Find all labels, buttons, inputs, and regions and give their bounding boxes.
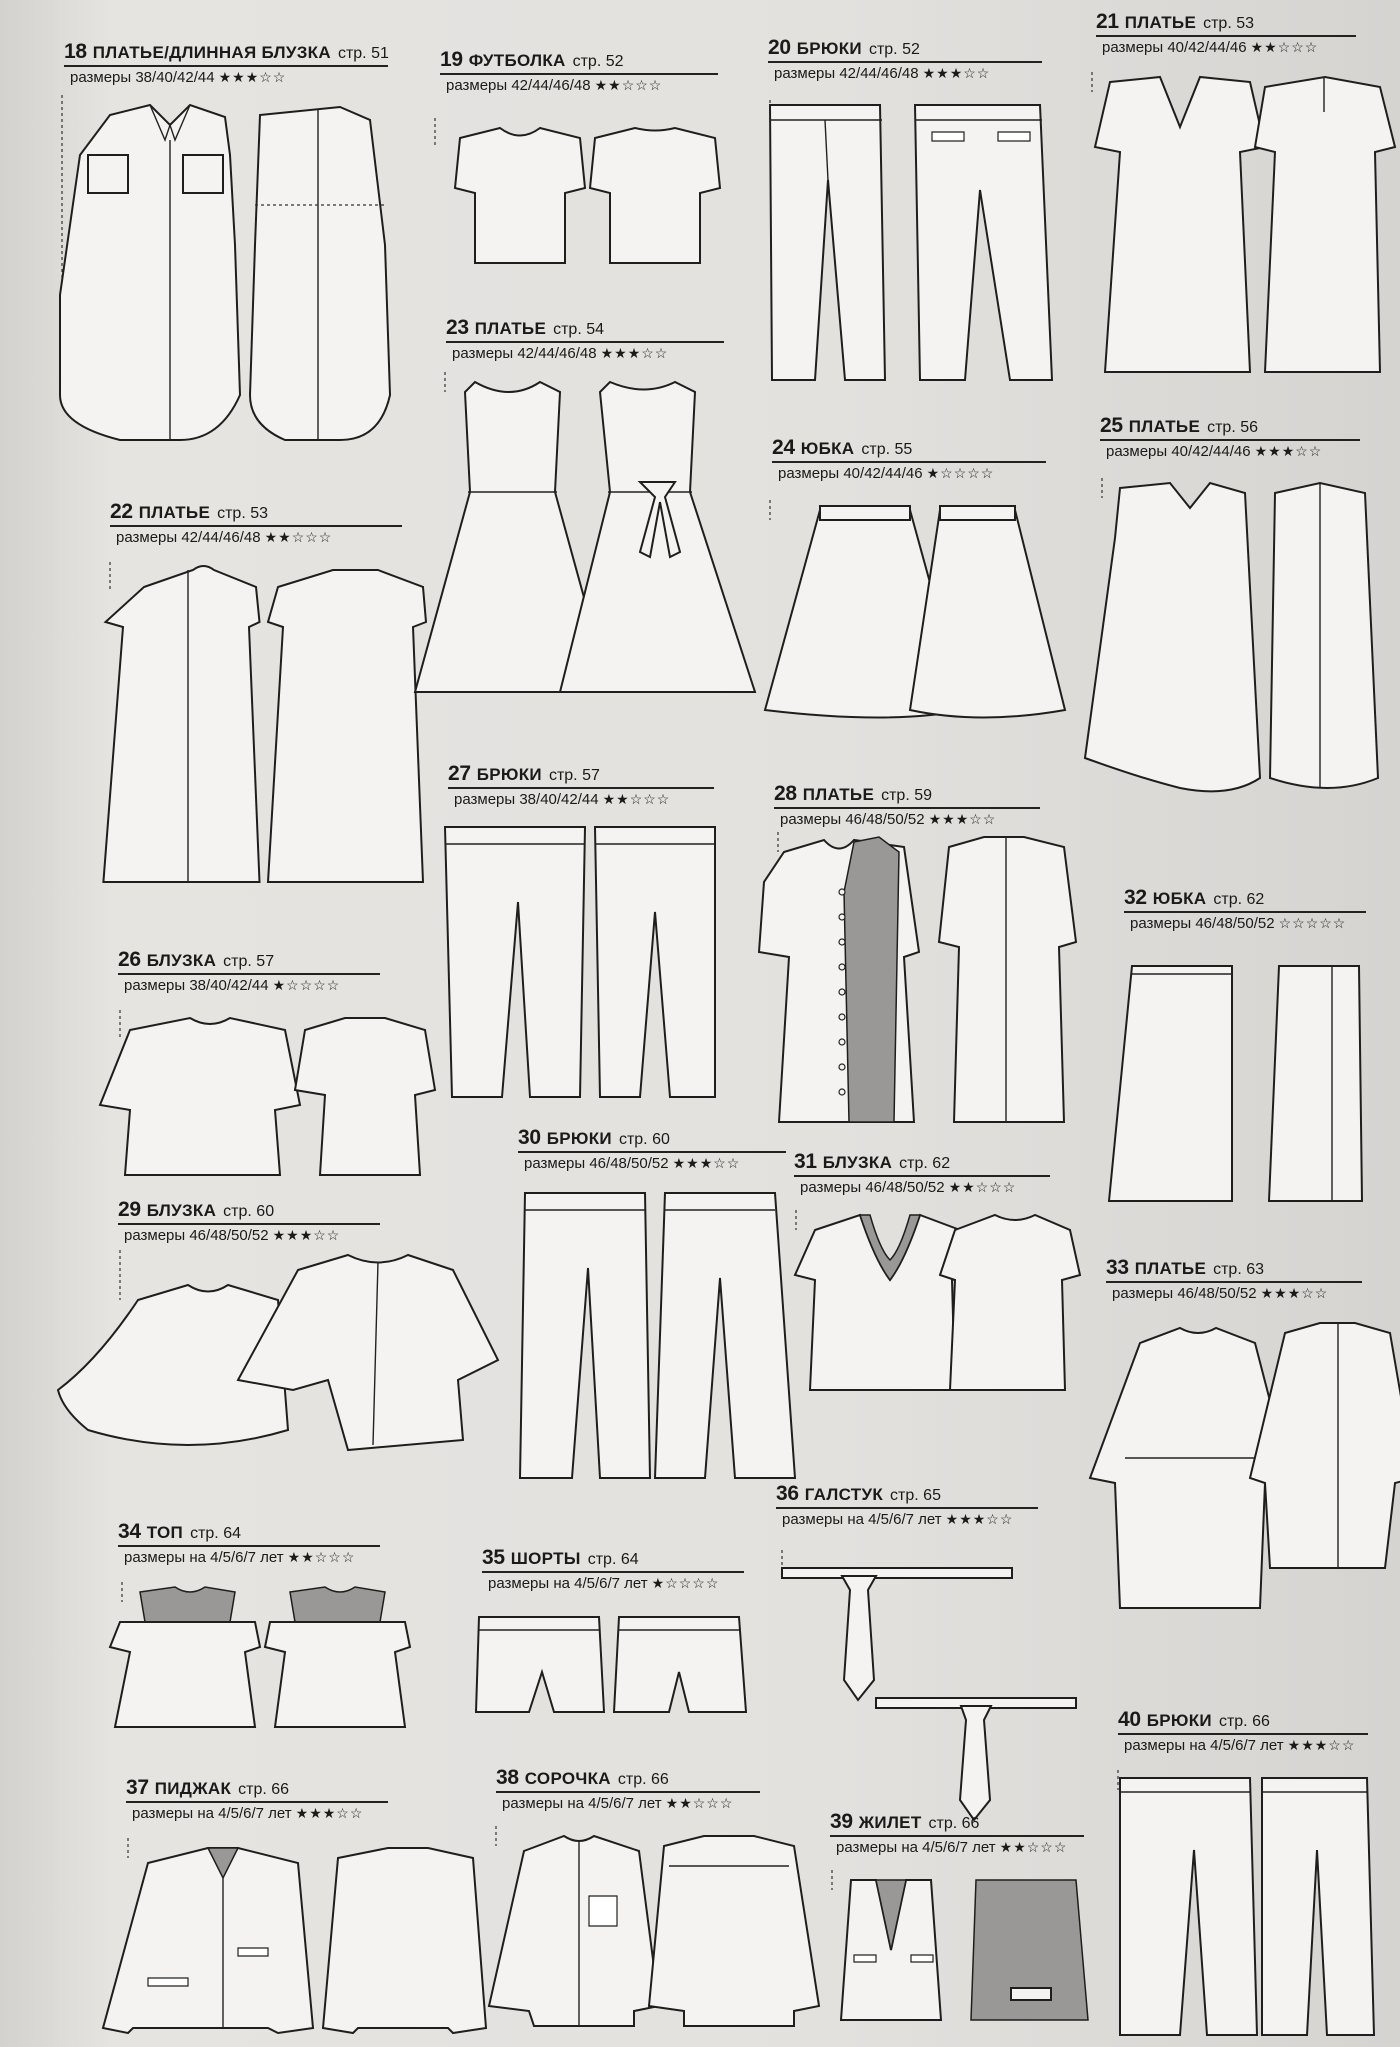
difficulty-stars: ★☆☆☆☆ bbox=[272, 977, 341, 993]
model-25[interactable] bbox=[1100, 414, 1360, 463]
page-reference: стр. 54 bbox=[553, 321, 605, 338]
size-line bbox=[772, 461, 1046, 485]
difficulty-stars: ☆☆☆☆☆ bbox=[1278, 915, 1347, 931]
model-33[interactable] bbox=[1106, 1256, 1362, 1305]
model-32[interactable] bbox=[1124, 886, 1366, 935]
model-number: 38 bbox=[496, 1766, 519, 1789]
difficulty-stars: ★★★☆☆ bbox=[295, 1805, 364, 1821]
model-name: ПЛАТЬЕ/ДЛИННАЯ БЛУЗКА bbox=[92, 43, 331, 62]
illustration-26 bbox=[80, 1010, 430, 1180]
size-range: размеры 42/44/46/48 bbox=[116, 529, 261, 546]
model-name: ЖИЛЕТ bbox=[858, 1813, 922, 1832]
illustration-19 bbox=[420, 118, 720, 278]
page-reference: стр. 66 bbox=[928, 1815, 980, 1832]
size-range: размеры 46/48/50/52 bbox=[800, 1179, 945, 1196]
model-name: ПЛАТЬЕ bbox=[1134, 1259, 1207, 1278]
model-name: ПИДЖАК bbox=[154, 1779, 232, 1798]
page-reference: стр. 66 bbox=[1218, 1713, 1270, 1730]
page-reference: стр. 65 bbox=[890, 1487, 941, 1504]
model-number: 26 bbox=[118, 948, 141, 971]
size-range: размеры на 4/5/6/7 лет bbox=[1124, 1737, 1284, 1754]
size-line bbox=[448, 787, 714, 811]
model-name: ПЛАТЬЕ bbox=[802, 785, 875, 804]
illustration-34 bbox=[100, 1582, 430, 1732]
size-line bbox=[110, 525, 402, 549]
size-range: размеры на 4/5/6/7 лет bbox=[488, 1575, 648, 1592]
size-range: размеры 40/42/44/46 bbox=[1102, 39, 1247, 56]
model-21[interactable] bbox=[1096, 10, 1356, 59]
page-reference: стр. 66 bbox=[238, 1781, 290, 1798]
model-number: 20 bbox=[768, 36, 791, 59]
size-range: размеры 46/48/50/52 bbox=[524, 1155, 669, 1172]
size-line bbox=[482, 1571, 744, 1595]
illustration-24 bbox=[760, 500, 1070, 730]
size-line bbox=[1096, 35, 1356, 59]
illustration-31 bbox=[780, 1210, 1090, 1400]
model-35[interactable] bbox=[482, 1546, 744, 1595]
model-number: 40 bbox=[1118, 1708, 1141, 1731]
illustration-23 bbox=[410, 372, 770, 702]
size-line bbox=[64, 65, 388, 89]
difficulty-stars: ★★☆☆☆ bbox=[948, 1179, 1017, 1195]
model-28[interactable] bbox=[774, 782, 1040, 831]
size-line bbox=[440, 73, 718, 97]
page-reference: стр. 63 bbox=[1213, 1261, 1265, 1278]
size-range: размеры 46/48/50/52 bbox=[1130, 915, 1275, 932]
page-reference: стр. 53 bbox=[1203, 15, 1255, 32]
size-range: размеры на 4/5/6/7 лет bbox=[502, 1795, 662, 1812]
size-range: размеры 38/40/42/44 bbox=[70, 69, 215, 86]
size-range: размеры на 4/5/6/7 лет bbox=[782, 1511, 942, 1528]
size-range: размеры на 4/5/6/7 лет bbox=[836, 1839, 996, 1856]
model-number: 35 bbox=[482, 1546, 505, 1569]
difficulty-stars: ★★☆☆☆ bbox=[594, 77, 663, 93]
illustration-35 bbox=[474, 1612, 754, 1722]
model-34[interactable] bbox=[118, 1520, 380, 1569]
model-20[interactable] bbox=[768, 36, 1042, 85]
model-number: 30 bbox=[518, 1126, 541, 1149]
model-24[interactable] bbox=[772, 436, 1046, 485]
page-reference: стр. 56 bbox=[1207, 419, 1259, 436]
model-name: БЛУЗКА bbox=[822, 1153, 893, 1172]
model-name: ЮБКА bbox=[800, 439, 855, 458]
illustration-36 bbox=[776, 1550, 1076, 1820]
size-line bbox=[1100, 439, 1360, 463]
model-23[interactable] bbox=[446, 316, 724, 365]
model-name: БРЮКИ bbox=[546, 1129, 612, 1148]
illustration-21 bbox=[1050, 72, 1390, 392]
page-reference: стр. 51 bbox=[337, 45, 389, 62]
model-number: 33 bbox=[1106, 1256, 1129, 1279]
model-30[interactable] bbox=[518, 1126, 786, 1175]
illustration-38 bbox=[464, 1826, 824, 2036]
model-name: ТОП bbox=[146, 1523, 184, 1542]
size-line bbox=[774, 807, 1040, 831]
size-range: размеры 38/40/42/44 bbox=[454, 791, 599, 808]
size-line bbox=[118, 1223, 380, 1247]
illustration-22 bbox=[88, 562, 418, 892]
size-line bbox=[1124, 911, 1366, 935]
size-range: размеры 40/42/44/46 bbox=[1106, 443, 1251, 460]
illustration-25 bbox=[1080, 478, 1380, 808]
model-number: 29 bbox=[118, 1198, 141, 1221]
model-name: ЮБКА bbox=[1152, 889, 1207, 908]
model-name: ПЛАТЬЕ bbox=[1128, 417, 1201, 436]
model-name: БЛУЗКА bbox=[146, 951, 217, 970]
size-range: размеры 40/42/44/46 bbox=[778, 465, 923, 482]
size-line bbox=[776, 1507, 1038, 1531]
model-number: 28 bbox=[774, 782, 797, 805]
model-number: 21 bbox=[1096, 10, 1119, 33]
size-line bbox=[830, 1835, 1084, 1859]
size-range: размеры на 4/5/6/7 лет bbox=[124, 1549, 284, 1566]
model-number: 19 bbox=[440, 48, 463, 71]
model-18[interactable] bbox=[64, 40, 389, 89]
illustration-37 bbox=[88, 1838, 468, 2038]
difficulty-stars: ★★☆☆☆ bbox=[999, 1839, 1068, 1855]
model-number: 37 bbox=[126, 1776, 149, 1799]
size-range: размеры 46/48/50/52 bbox=[124, 1227, 269, 1244]
model-name: ПЛАТЬЕ bbox=[474, 319, 547, 338]
model-name: ФУТБОЛКА bbox=[468, 51, 566, 70]
difficulty-stars: ★★☆☆☆ bbox=[264, 529, 333, 545]
model-39[interactable] bbox=[830, 1810, 1084, 1859]
difficulty-stars: ★★★☆☆ bbox=[672, 1155, 741, 1171]
size-line bbox=[1118, 1733, 1368, 1757]
model-22[interactable] bbox=[110, 500, 402, 549]
model-number: 23 bbox=[446, 316, 469, 339]
model-name: БРЮКИ bbox=[476, 765, 542, 784]
difficulty-stars: ★★★☆☆ bbox=[1287, 1737, 1356, 1753]
difficulty-stars: ★★☆☆☆ bbox=[602, 791, 671, 807]
size-range: размеры 46/48/50/52 bbox=[780, 811, 925, 828]
size-line bbox=[118, 1545, 380, 1569]
model-name: БЛУЗКА bbox=[146, 1201, 217, 1220]
model-29[interactable] bbox=[118, 1198, 380, 1247]
difficulty-stars: ★★☆☆☆ bbox=[665, 1795, 734, 1811]
size-range: размеры на 4/5/6/7 лет bbox=[132, 1805, 292, 1822]
illustration-39 bbox=[826, 1870, 1096, 2030]
model-number: 18 bbox=[64, 40, 87, 63]
size-line bbox=[118, 973, 380, 997]
model-number: 25 bbox=[1100, 414, 1123, 437]
illustration-33 bbox=[1070, 1318, 1390, 1618]
difficulty-stars: ★★★☆☆ bbox=[928, 811, 997, 827]
illustration-32 bbox=[1104, 946, 1364, 1206]
size-line bbox=[794, 1175, 1050, 1199]
page-reference: стр. 64 bbox=[587, 1551, 639, 1568]
illustration-29 bbox=[58, 1250, 508, 1470]
difficulty-stars: ★☆☆☆☆ bbox=[651, 1575, 720, 1591]
difficulty-stars: ★★★☆☆ bbox=[272, 1227, 341, 1243]
difficulty-stars: ★★★☆☆ bbox=[218, 69, 287, 85]
page-reference: стр. 55 bbox=[861, 441, 913, 458]
page-reference: стр. 57 bbox=[223, 953, 275, 970]
model-number: 24 bbox=[772, 436, 795, 459]
model-name: СОРОЧКА bbox=[524, 1769, 611, 1788]
page-reference: стр. 62 bbox=[899, 1155, 951, 1172]
model-number: 39 bbox=[830, 1810, 853, 1833]
size-line bbox=[1106, 1281, 1362, 1305]
page-reference: стр. 52 bbox=[572, 53, 624, 70]
difficulty-stars: ★★☆☆☆ bbox=[1250, 39, 1319, 55]
model-19[interactable] bbox=[440, 48, 718, 97]
illustration-27 bbox=[440, 822, 740, 1112]
model-name: ГАЛСТУК bbox=[804, 1485, 884, 1504]
illustration-40 bbox=[1112, 1770, 1382, 2040]
size-range: размеры 42/44/46/48 bbox=[446, 77, 591, 94]
page-reference: стр. 53 bbox=[217, 505, 269, 522]
difficulty-stars: ★★★☆☆ bbox=[1254, 443, 1323, 459]
illustration-18 bbox=[40, 95, 380, 455]
model-26[interactable] bbox=[118, 948, 380, 997]
illustration-30 bbox=[510, 1188, 800, 1488]
model-name: ШОРТЫ bbox=[510, 1549, 581, 1568]
page-reference: стр. 66 bbox=[617, 1771, 669, 1788]
model-40[interactable] bbox=[1118, 1708, 1368, 1757]
difficulty-stars: ★☆☆☆☆ bbox=[926, 465, 995, 481]
model-31[interactable] bbox=[794, 1150, 1050, 1199]
model-37[interactable] bbox=[126, 1776, 388, 1825]
difficulty-stars: ★★★☆☆ bbox=[945, 1511, 1014, 1527]
page-reference: стр. 59 bbox=[881, 787, 933, 804]
illustration-28 bbox=[724, 832, 1084, 1132]
difficulty-stars: ★★★☆☆ bbox=[1260, 1285, 1329, 1301]
model-name: ПЛАТЬЕ bbox=[1124, 13, 1197, 32]
model-number: 36 bbox=[776, 1482, 799, 1505]
model-name: БРЮКИ bbox=[1146, 1711, 1212, 1730]
difficulty-stars: ★★☆☆☆ bbox=[287, 1549, 356, 1565]
page-reference: стр. 52 bbox=[868, 41, 920, 58]
size-line bbox=[518, 1151, 786, 1175]
illustration-20 bbox=[760, 100, 1060, 400]
size-range: размеры 42/44/46/48 bbox=[774, 65, 919, 82]
size-line bbox=[126, 1801, 388, 1825]
model-number: 31 bbox=[794, 1150, 817, 1173]
model-number: 32 bbox=[1124, 886, 1147, 909]
model-36[interactable] bbox=[776, 1482, 1038, 1531]
size-line bbox=[496, 1791, 760, 1815]
model-number: 22 bbox=[110, 500, 133, 523]
page-reference: стр. 57 bbox=[548, 767, 600, 784]
model-number: 34 bbox=[118, 1520, 141, 1543]
model-name: БРЮКИ bbox=[796, 39, 862, 58]
model-number: 27 bbox=[448, 762, 471, 785]
difficulty-stars: ★★★☆☆ bbox=[600, 345, 669, 361]
size-line bbox=[446, 341, 724, 365]
page-reference: стр. 60 bbox=[223, 1203, 275, 1220]
size-line bbox=[768, 61, 1042, 85]
model-name: ПЛАТЬЕ bbox=[138, 503, 211, 522]
page-reference: стр. 64 bbox=[190, 1525, 241, 1542]
difficulty-stars: ★★★☆☆ bbox=[922, 65, 991, 81]
size-range: размеры 42/44/46/48 bbox=[452, 345, 597, 362]
page-reference: стр. 62 bbox=[1213, 891, 1265, 908]
model-27[interactable] bbox=[448, 762, 714, 811]
model-38[interactable] bbox=[496, 1766, 760, 1815]
size-range: размеры 46/48/50/52 bbox=[1112, 1285, 1257, 1302]
size-range: размеры 38/40/42/44 bbox=[124, 977, 269, 994]
page-reference: стр. 60 bbox=[618, 1131, 670, 1148]
